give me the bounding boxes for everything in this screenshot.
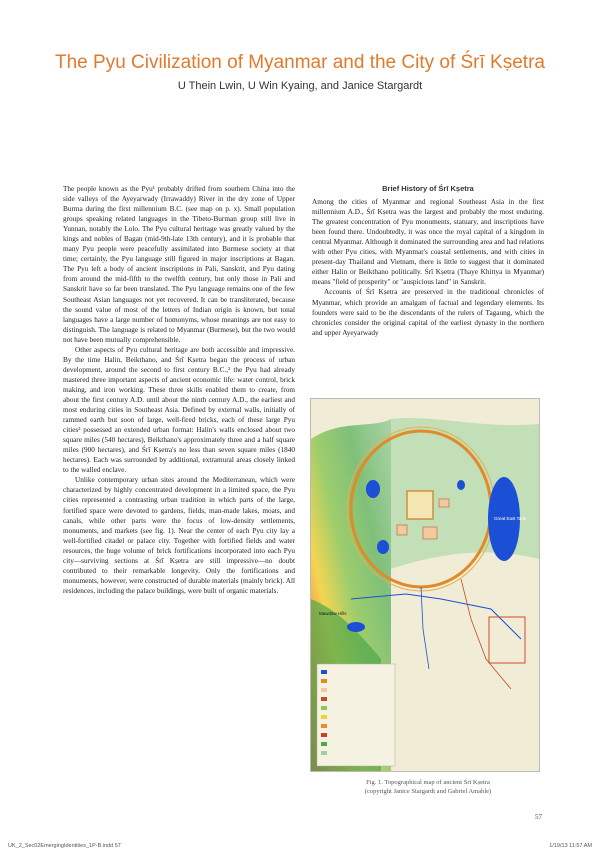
legend-swatch <box>321 751 327 755</box>
figure-caption <box>338 778 518 796</box>
legend-swatch <box>321 679 327 683</box>
section-heading: Brief History of Śrī Kṣetra <box>382 184 474 193</box>
body-paragraph: The people known as the Pyu¹ probably drifted from southern China into the side valleys of the Ayeyarwady (Irrawaddy) River in the dry zone of Upper Burma during the first millennium B.C. (see map on p. x). Small population groups speaking related languages in the Tibeto-Burman group still live in Yunnan, notably the Lolo. The Pyu cultural heritage was greatly valued by the kings and nobles of Bagan (mid-9th-late 13th century), and it is probable that many Pyu people were peacefully assimilated into Burmese society at that time; certainly, the Pyu language still figured in major inscriptions at Bagan. The Pyu left a body of ancient inscriptions in Pali, Sanskrit, and Pyu dating from around the mid-fifth to the twelfth century, but only those in Pali and Sanskrit have so far been translated. The Pyu language remains one of the few Southeast Asian languages not yet recovered. It can be transliterated, because the sound value of most of the letters of Indian origin is known, but tonal languages have a large number of homonyms, whose meanings are not easy to distinguish. The language is related to Myanmar (Burmese), but the two would not have been mutually comprehensible. <box>63 185 295 344</box>
body-paragraph: Other aspects of Pyu cultural heritage are both accessible and impressive. By the time Halin, Beikthano, and Śrī Kṣetra began the process of urban development, around the second to first century B.C.,² the Pyu had already mastered three important aspects of ancient economic life: water control, brick making, and iron working. These three skills enabled them to create, from about the first century A.D. until about the ninth century A.D., the earliest and most enduring cities in Southeast Asia. Defined by external walls, initially of rammed earth but soon of large, well-fired bricks, each of these large Pyu cities³ possessed an extended urban format: Halin's walls enclosed about two square miles (540 hectares), Beikthano's approximately three and a half square miles (900 hectares), and Śrī Kṣetra's no less than seven square miles (1840 hectares). Each was surrounded by additional, extramural areas closely linked to the walled enclave. <box>63 345 295 475</box>
legend-swatch <box>321 724 327 728</box>
footer-timestamp: 1/19/13 11:57 AM <box>549 843 592 849</box>
field-plot <box>439 499 449 507</box>
lake-label: Great East Tank <box>494 516 527 521</box>
caption-line: Fig. 1. Topographical map of ancient Śrī Kṣetra <box>366 779 490 786</box>
topographical-map <box>311 399 539 771</box>
caption-credit: (copyright Janice Stargardt and Gabriel Amable) <box>364 788 492 795</box>
legend-swatch <box>321 706 327 710</box>
legend-box <box>317 664 395 766</box>
page-number: 57 <box>535 813 542 821</box>
print-footer <box>0 841 600 851</box>
reservoir-shape <box>347 622 365 632</box>
reservoir-shape <box>366 480 380 498</box>
footer-file-info: UK_2_Sec02EmergingIdentities_1P-B.indd 57 <box>8 843 121 849</box>
article-authors: U Thein Lwin, U Win Kyaing, and Janice Stargardt <box>177 80 423 92</box>
article-title: The Pyu Civilization of Myanmar and the City of Śrī Kṣetra <box>55 52 545 73</box>
right-column <box>312 184 544 338</box>
field-plot <box>423 527 437 539</box>
legend-swatch <box>321 688 327 692</box>
field-plot <box>397 525 407 535</box>
legend-swatch <box>321 670 327 674</box>
left-column <box>63 184 295 596</box>
reservoir-shape <box>377 540 389 554</box>
legend-swatch <box>321 742 327 746</box>
legend-swatch <box>321 715 327 719</box>
body-paragraph: Unlike contemporary urban sites around the Mediterranean, which were characterized by highly concentrated development in a limited space, the Pyu cities represented a contrasting urban tradition in which parts of the large, fortified space were devoted to gardens, fields, man-made lakes, moats, and canals, while other parts were the focus of low-density settlements, monuments, and markets (see fig. 1). Near the center of each Pyu city lay a well-fortified citadel or palace city. Together with fortified fields and water resources, the huge volume of brick fortifications incorporated into each Pyu city—surviving sections at Śrī Kṣetra are still impressive—no doubt contributed to their remarkable longevity. Only the fortifications and monuments, however, were constructed of durable materials (mainly brick). All residences, including the palace buildings, were built of organic materials. <box>63 476 295 595</box>
legend-swatch <box>321 733 327 737</box>
hills-label: Mawdaw Hills <box>319 611 347 616</box>
legend-swatch <box>321 697 327 701</box>
palace-citadel <box>407 491 433 519</box>
body-paragraph: Accounts of Śrī Kṣetra are preserved in the traditional chronicles of Myanmar, which provide an amalgam of factual and legendary elements. Its founders were said to be the descendants of the rulers of Tagaung, which the chronicles consider the original capital of the earliest dynasty in the northern and upper Ayeyarwady <box>312 288 544 337</box>
topographical-map-figure <box>310 398 540 772</box>
reservoir-shape <box>457 480 465 490</box>
body-paragraph: Among the cities of Myanmar and regional Southeast Asia in the first millennium A.D., Śrī Kṣetra was the largest and probably the most enduring. The greatest concentration of Pyu monuments, statuary, and inscriptions have been found there. Undoubtedly, it was once the royal capital of a kingdom in central Myanmar. Although it dominated the surrounding area and had relations with other Pyu cities, with Myanmar's coastal settlements, and with cities in present-day Thailand and Vietnam, there is little to suggest that it dominated either Halin or Beikthano politically. Śrī Kṣetra (Thaye Khittya in Myanmar) means "field of prosperity" or "auspicious land" in Sanskrit. <box>312 198 544 287</box>
map-legend <box>317 664 395 766</box>
